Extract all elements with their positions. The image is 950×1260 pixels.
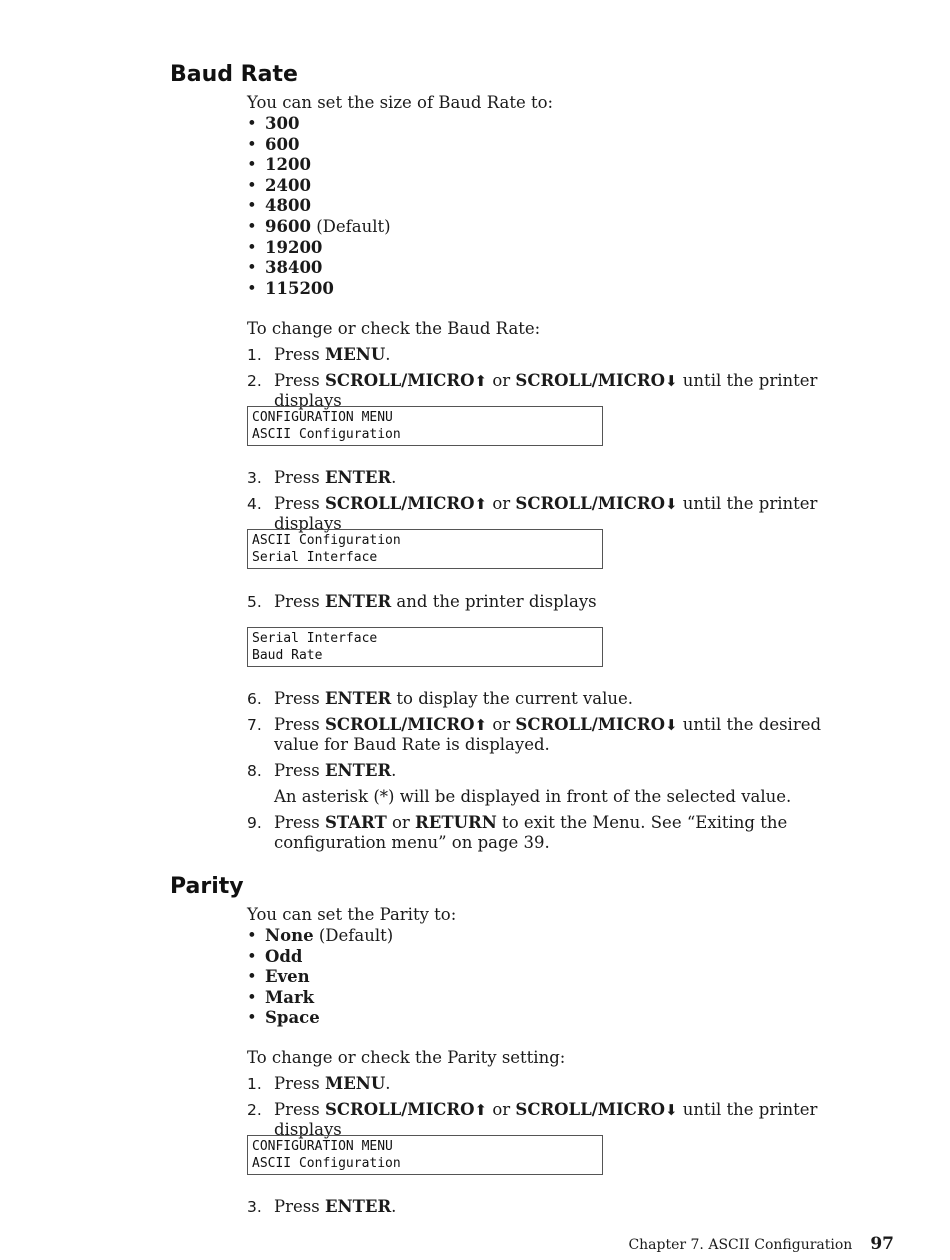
step-2: 2. Press SCROLL/MICRO⬆ or SCROLL/MICRO⬇ until the printer displays <box>247 371 818 410</box>
step-5: 5. Press ENTER and the printer displays <box>247 592 597 611</box>
step-3: 3. Press ENTER. <box>247 468 397 487</box>
step-1: 1. Press MENU. <box>247 345 391 364</box>
lcd-display: ASCII Configuration Serial Interface <box>247 529 603 569</box>
list-item: • Mark <box>247 988 393 1009</box>
arrow-down-icon: ⬇ <box>664 1101 678 1119</box>
baud-rate-intro: You can set the size of Baud Rate to: <box>247 93 554 112</box>
arrow-up-icon: ⬆ <box>474 372 488 390</box>
arrow-down-icon: ⬇ <box>664 495 678 513</box>
baud-rate-options <box>247 114 391 299</box>
list-item: • Even <box>247 967 393 988</box>
list-item: • 4800 <box>247 196 391 217</box>
step-7: 7. Press SCROLL/MICRO⬆ or SCROLL/MICRO⬇ until the desired value for Baud Rate is displayed. <box>247 715 822 754</box>
list-item: • Space <box>247 1008 393 1029</box>
parity-step-3: 3. Press ENTER. <box>247 1197 397 1216</box>
lcd-display: Serial Interface Baud Rate <box>247 627 603 667</box>
list-item: • 9600 (Default) <box>247 217 391 238</box>
arrow-down-icon: ⬇ <box>664 716 678 734</box>
step-4: 4. Press SCROLL/MICRO⬆ or SCROLL/MICRO⬇ until the printer displays <box>247 494 818 533</box>
list-item: • 115200 <box>247 279 391 300</box>
arrow-down-icon: ⬇ <box>664 372 678 390</box>
list-item: • 19200 <box>247 238 391 259</box>
list-item: • 600 <box>247 135 391 156</box>
list-item: • Odd <box>247 947 393 968</box>
arrow-up-icon: ⬆ <box>474 716 488 734</box>
arrow-up-icon: ⬆ <box>474 1101 488 1119</box>
page-number: 97 <box>870 1234 894 1254</box>
step-9: 9. Press START or RETURN to exit the Menu. See “Exiting the configuration menu” on page 39. <box>247 813 788 852</box>
baud-rate-change-intro: To change or check the Baud Rate: <box>247 319 541 338</box>
arrow-up-icon: ⬆ <box>474 495 488 513</box>
list-item: • 38400 <box>247 258 391 279</box>
lcd-display: CONFIGURATION MENU ASCII Configuration <box>247 1135 603 1175</box>
list-item: • 300 <box>247 114 391 135</box>
page-footer <box>628 1235 894 1254</box>
parity-intro: You can set the Parity to: <box>247 905 457 924</box>
list-item: • 1200 <box>247 155 391 176</box>
parity-heading: Parity <box>170 874 244 899</box>
step-6: 6. Press ENTER to display the current value. <box>247 689 634 708</box>
parity-change-intro: To change or check the Parity setting: <box>247 1048 566 1067</box>
baud-rate-heading: Baud Rate <box>170 62 298 87</box>
list-item: • None (Default) <box>247 926 393 947</box>
parity-step-1: 1. Press MENU. <box>247 1074 391 1093</box>
lcd-display: CONFIGURATION MENU ASCII Configuration <box>247 406 603 446</box>
step-8-note: An asterisk (*) will be displayed in front of the selected value. <box>274 787 792 806</box>
chapter-title: Chapter 7. ASCII Configuration <box>628 1237 853 1253</box>
parity-step-2: 2. Press SCROLL/MICRO⬆ or SCROLL/MICRO⬇ until the printer displays <box>247 1100 818 1139</box>
step-8: 8. Press ENTER. <box>247 761 397 780</box>
parity-options <box>247 926 393 1029</box>
list-item: • 2400 <box>247 176 391 197</box>
